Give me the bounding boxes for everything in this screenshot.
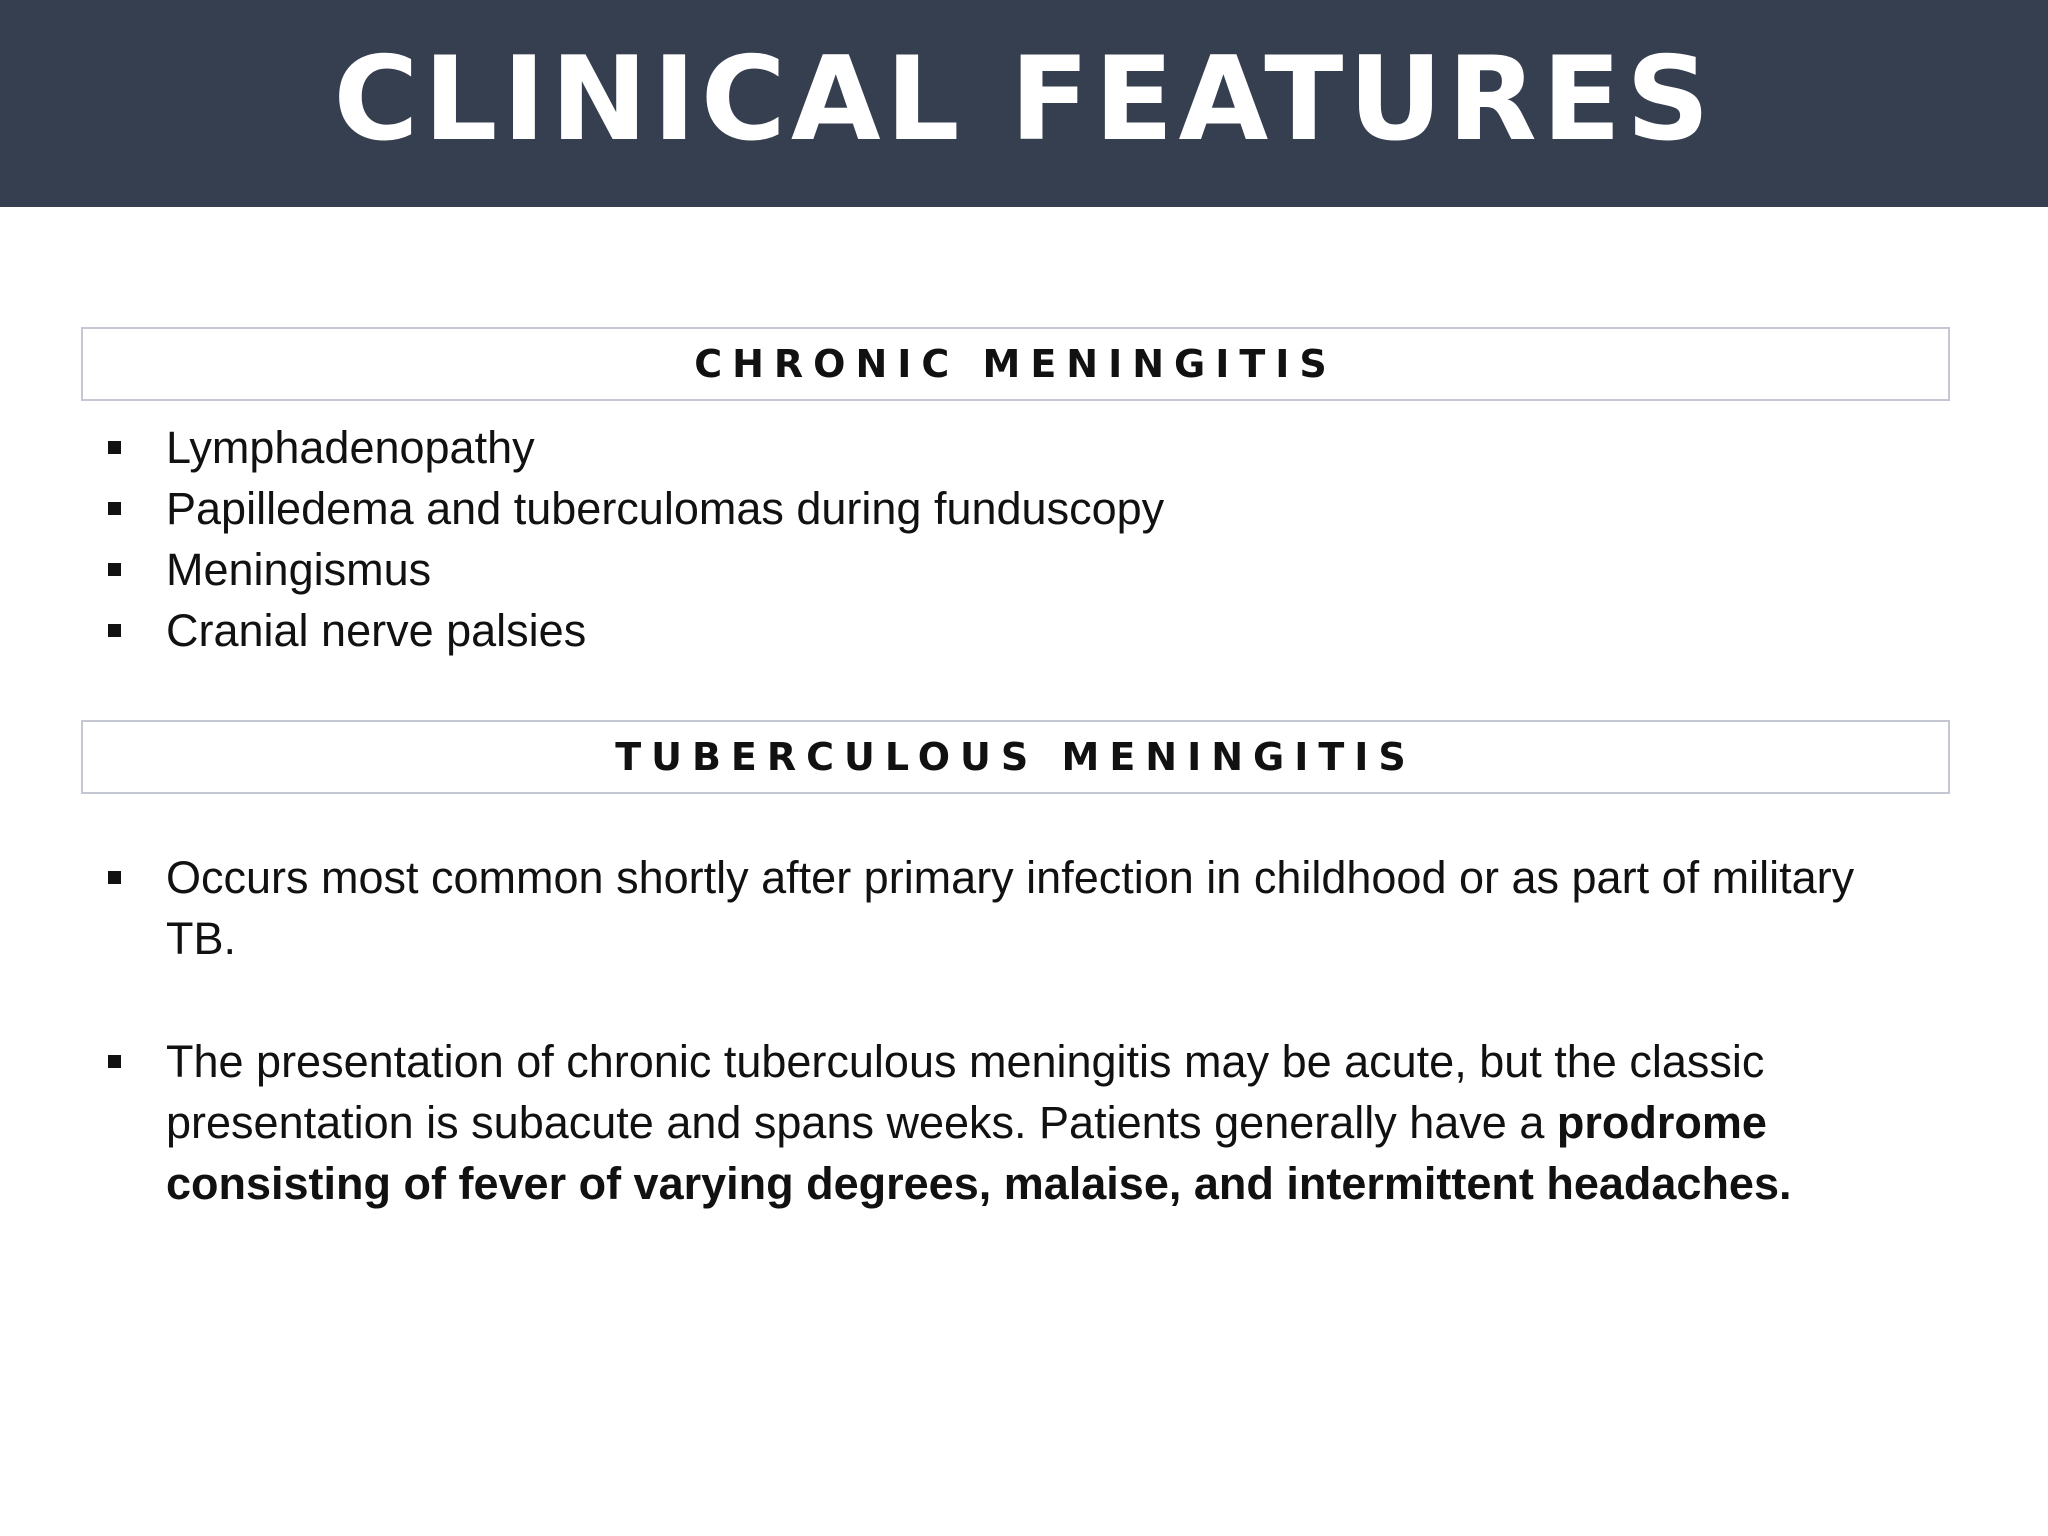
- tuberculous-meningitis-list: [100, 847, 1900, 1214]
- square-bullet-icon: [108, 502, 121, 515]
- list-item: [100, 478, 1900, 539]
- tuberculous-meningitis-header: [81, 720, 1950, 794]
- square-bullet-icon: [108, 871, 121, 884]
- list-item-text: Cranial nerve palsies: [166, 605, 587, 656]
- title-bar: [0, 0, 2048, 207]
- list-item-bold-text: prodrome consisting of fever of varying degrees, malaise, and intermittent headaches.: [166, 1097, 1792, 1209]
- chronic-meningitis-list: [100, 417, 1900, 661]
- list-item: [100, 1031, 1900, 1214]
- list-item: [100, 847, 1900, 969]
- chronic-meningitis-heading: CHRONIC MENINGITIS: [694, 342, 1337, 386]
- list-item-text: Occurs most common shortly after primary infection in childhood or as part of military TB.: [166, 852, 1855, 964]
- list-item: [100, 417, 1900, 478]
- list-item: [100, 539, 1900, 600]
- list-item-text: Meningismus: [166, 544, 432, 595]
- list-item: [100, 600, 1900, 661]
- square-bullet-icon: [108, 1055, 121, 1068]
- tuberculous-meningitis-heading: TUBERCULOUS MENINGITIS: [615, 735, 1416, 779]
- chronic-meningitis-header: [81, 327, 1950, 401]
- square-bullet-icon: [108, 563, 121, 576]
- list-item-text: Lymphadenopathy: [166, 422, 535, 473]
- list-item-text: The presentation of chronic tuberculous meningitis may be acute, but the classic presentation is subacute and spans weeks. Patients generally have a: [166, 1036, 1765, 1148]
- square-bullet-icon: [108, 624, 121, 637]
- square-bullet-icon: [108, 441, 121, 454]
- slide-title: CLINICAL FEATURES: [333, 31, 1715, 167]
- list-item-text: Papilledema and tuberculomas during funduscopy: [166, 483, 1165, 534]
